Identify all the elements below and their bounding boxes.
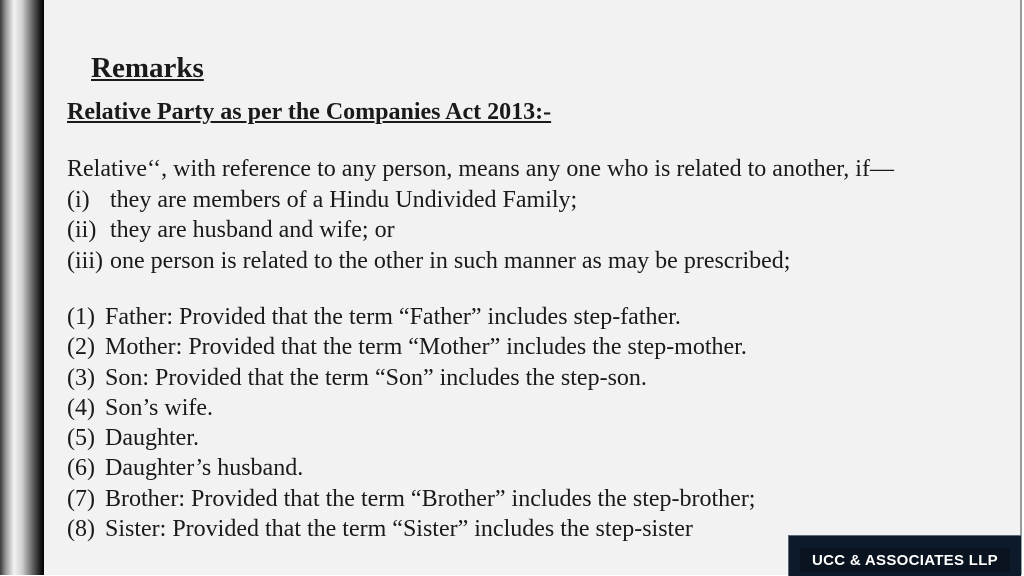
list-item	[67, 393, 755, 423]
list-item	[67, 302, 755, 332]
list-number: (4)	[67, 394, 95, 421]
clause-text: they are members of a Hindu Undivided Family;	[110, 186, 578, 213]
list-item	[67, 514, 755, 544]
list-text: Mother: Provided that the term “Mother” includes the step-mother.	[105, 334, 747, 361]
list-number: (7)	[67, 485, 95, 512]
slide-subtitle: Relative Party as per the Companies Act 2013:-	[67, 99, 552, 125]
clause-text: they are husband and wife; or	[110, 217, 395, 243]
list-number: (1)	[67, 304, 95, 330]
list-item	[67, 363, 755, 393]
clause-marker: (iii)	[67, 247, 103, 274]
list-text: Daughter.	[105, 425, 199, 452]
clause-item	[67, 185, 894, 216]
list-text: Daughter’s husband.	[105, 455, 304, 482]
list-number: (6)	[67, 455, 95, 482]
relatives-list	[67, 302, 755, 544]
clause-marker: (ii)	[67, 217, 97, 243]
clause-item	[67, 215, 894, 246]
list-number: (2)	[67, 334, 95, 361]
definition-block	[67, 154, 894, 276]
list-text: Son: Provided that the term “Son” includes the step-son.	[105, 364, 647, 391]
footer-label: UCC & ASSOCIATES LLP	[800, 548, 1010, 572]
slide-title: Remarks	[91, 52, 204, 84]
clause-marker: (i)	[67, 186, 90, 213]
list-text: Brother: Provided that the term “Brother” includes the step-brother;	[105, 485, 756, 512]
list-text: Father: Provided that the term “Father” includes step-father.	[105, 304, 681, 330]
footer-banner	[788, 535, 1021, 576]
list-number: (3)	[67, 364, 95, 391]
list-text: Sister: Provided that the term “Sister” includes the step-sister	[105, 516, 693, 543]
list-text: Son’s wife.	[105, 394, 213, 421]
list-number: (8)	[67, 516, 95, 543]
list-item	[67, 453, 755, 483]
clause-text: one person is related to the other in such manner as may be prescribed;	[110, 247, 791, 274]
clause-item	[67, 246, 894, 277]
list-item	[67, 423, 755, 453]
definition-intro: Relative‘‘, with reference to any person, means any one who is related to another, if—	[67, 156, 894, 182]
left-decorative-bar	[0, 0, 44, 575]
list-item	[67, 484, 755, 514]
list-item	[67, 332, 755, 362]
list-number: (5)	[67, 425, 95, 452]
